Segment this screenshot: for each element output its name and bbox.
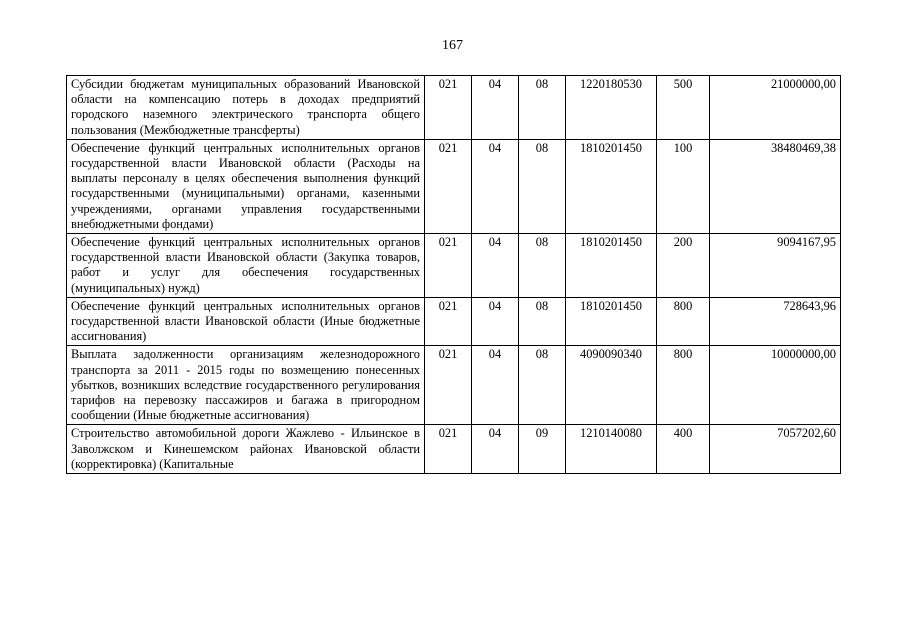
row-grbs: 021 xyxy=(425,234,472,298)
row-target: 1810201450 xyxy=(566,234,657,298)
row-expense-type: 500 xyxy=(657,76,710,140)
row-subsection: 08 xyxy=(519,297,566,346)
row-amount: 728643,96 xyxy=(710,297,841,346)
row-amount: 7057202,60 xyxy=(710,425,841,474)
row-section: 04 xyxy=(472,297,519,346)
row-section: 04 xyxy=(472,76,519,140)
row-expense-type: 100 xyxy=(657,139,710,233)
row-target: 1210140080 xyxy=(566,425,657,474)
row-grbs: 021 xyxy=(425,139,472,233)
table-row xyxy=(67,76,841,140)
row-grbs: 021 xyxy=(425,297,472,346)
row-section: 04 xyxy=(472,346,519,425)
row-expense-type: 800 xyxy=(657,346,710,425)
row-expense-type: 200 xyxy=(657,234,710,298)
row-target: 4090090340 xyxy=(566,346,657,425)
row-grbs: 021 xyxy=(425,425,472,474)
row-name: Строительство автомобильной дороги Жажлево - Ильинское в Заволжском и Кинешемском районах Ивановской области (корректировка) (Капитальные xyxy=(67,425,425,474)
row-target: 1810201450 xyxy=(566,139,657,233)
row-name: Обеспечение функций центральных исполнительных органов государственной власти Ивановской области (Закупка товаров, работ и услуг для обеспечения государственных (муниципальных) нужд) xyxy=(67,234,425,298)
row-expense-type: 400 xyxy=(657,425,710,474)
row-section: 04 xyxy=(472,425,519,474)
table-row xyxy=(67,346,841,425)
table-row xyxy=(67,139,841,233)
row-subsection: 08 xyxy=(519,76,566,140)
row-subsection: 09 xyxy=(519,425,566,474)
row-amount: 38480469,38 xyxy=(710,139,841,233)
row-name: Обеспечение функций центральных исполнительных органов государственной власти Ивановской области (Иные бюджетные ассигнования) xyxy=(67,297,425,346)
row-name: Субсидии бюджетам муниципальных образований Ивановской области на компенсацию потерь в доходах предприятий городского наземного электрического транспорта общего пользования (Межбюджетные трансферты) xyxy=(67,76,425,140)
row-target: 1220180530 xyxy=(566,76,657,140)
row-target: 1810201450 xyxy=(566,297,657,346)
table-row xyxy=(67,297,841,346)
budget-table xyxy=(66,75,841,474)
row-expense-type: 800 xyxy=(657,297,710,346)
table-row xyxy=(67,425,841,474)
row-grbs: 021 xyxy=(425,346,472,425)
row-subsection: 08 xyxy=(519,346,566,425)
row-section: 04 xyxy=(472,234,519,298)
row-name: Выплата задолженности организациям железнодорожного транспорта за 2011 - 2015 годы по возмещению понесенных убытков, возникших вследствие государственного регулирования тарифов на перевозку пассажиров и багажа в пригородном сообщении (Иные бюджетные ассигнования) xyxy=(67,346,425,425)
row-subsection: 08 xyxy=(519,234,566,298)
row-name: Обеспечение функций центральных исполнительных органов государственной власти Ивановской области (Расходы на выплаты персоналу в целях обеспечения выполнения функций государственными (муниципальными) органами, казенными учреждениями, органами управления государственными внебюджетными фондами) xyxy=(67,139,425,233)
row-subsection: 08 xyxy=(519,139,566,233)
page-number: 167 xyxy=(442,38,463,53)
row-amount: 10000000,00 xyxy=(710,346,841,425)
row-grbs: 021 xyxy=(425,76,472,140)
row-section: 04 xyxy=(472,139,519,233)
table-row xyxy=(67,234,841,298)
row-amount: 9094167,95 xyxy=(710,234,841,298)
row-amount: 21000000,00 xyxy=(710,76,841,140)
